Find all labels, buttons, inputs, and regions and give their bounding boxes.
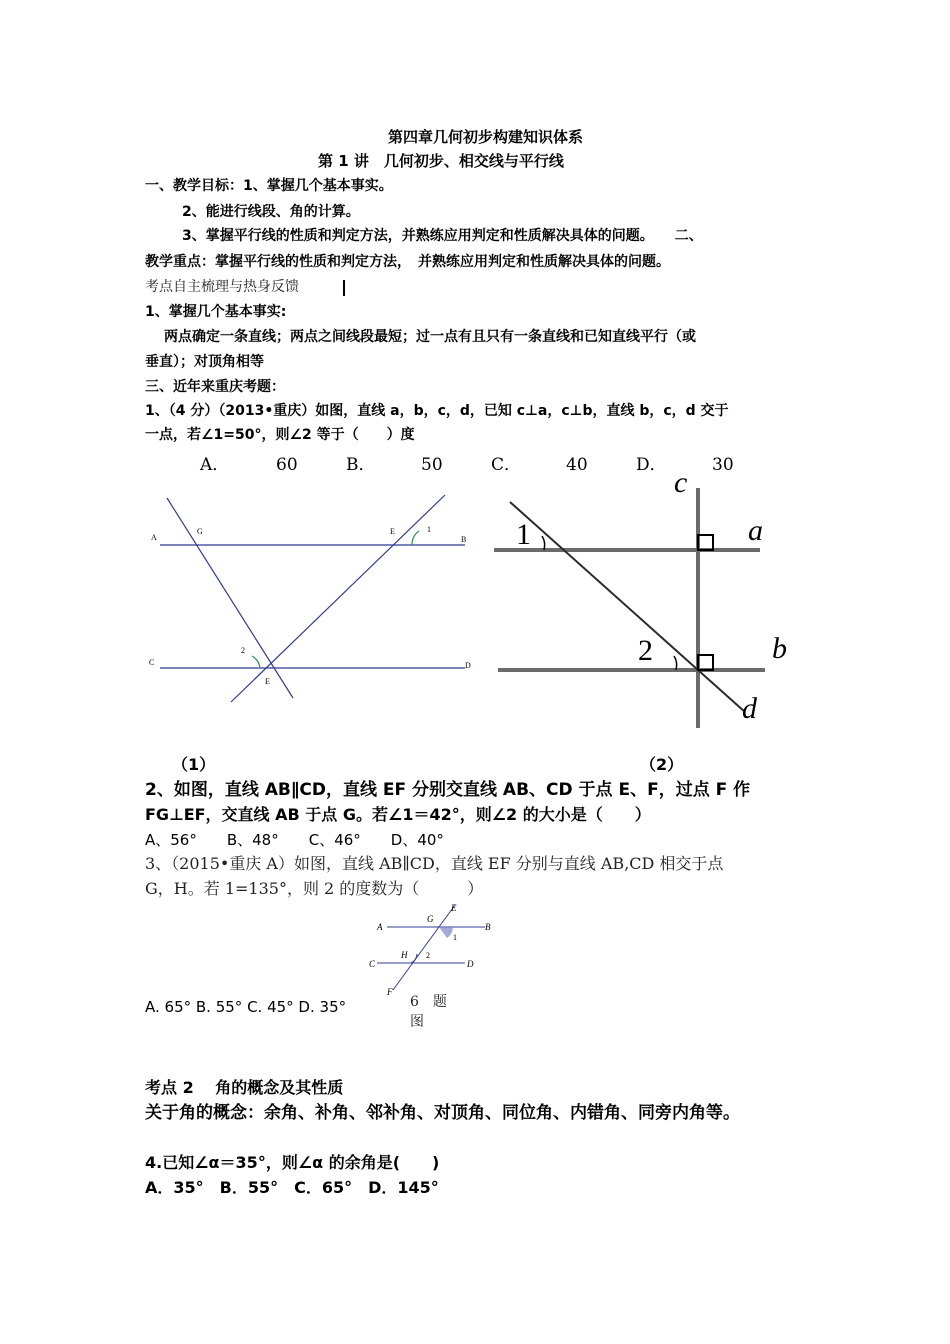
objectives-line-3: 3、掌握平行线的性质和判定方法，并熟练应用判定和性质解决具体的问题。 二、 <box>182 228 703 244</box>
objectives-line-4: 教学重点：掌握平行线的性质和判定方法， 并熟练应用判定和性质解决具体的问题。 <box>145 254 670 270</box>
q1-line-1: 1、（4 分）（2013•重庆）如图，直线 a，b，c，d，已知 c⊥a，c⊥b，直线 b，c，d 交于 <box>145 403 729 419</box>
q2-line-2: FG⊥EF，交直线 AB 于点 G。若∠1＝42°，则∠2 的大小是（ ） <box>145 805 651 824</box>
q4-line-1: 4.已知∠α＝35°，则∠α 的余角是( ) <box>145 1153 440 1172</box>
label-c: c <box>674 466 688 499</box>
figure-2 <box>480 466 820 730</box>
figure-1-caption: （1） <box>172 755 216 774</box>
label-A: A <box>377 922 383 932</box>
facts-line-2: 垂直）；对顶角相等 <box>145 354 264 370</box>
label-C: C <box>149 658 155 667</box>
review-heading: 考点自主梳理与热身反馈 <box>145 279 299 295</box>
label-E-top: E <box>390 527 395 536</box>
q4-options: A．35° B．55° C．65° D．145° <box>145 1178 439 1197</box>
angle-1-arc <box>412 531 419 545</box>
section-3-heading: 三、近年来重庆考题： <box>145 379 285 395</box>
q1-option-b-value: 50 <box>421 455 443 475</box>
angle-2-arc <box>674 656 677 670</box>
label-G: G <box>427 914 434 924</box>
label-2: 2 <box>638 634 653 667</box>
q3-options: A. 65° B. 55° C. 45° D. 35° <box>145 998 347 1016</box>
label-H: H <box>401 950 408 960</box>
label-E: E <box>451 903 457 913</box>
label-1: 1 <box>453 933 457 942</box>
label-F: F <box>387 987 393 997</box>
label-b: b <box>772 632 787 665</box>
q2-line-1: 2、如图，直线 AB∥CD，直线 EF 分别交直线 AB、CD 于点 E、F，过点 F 作 <box>145 780 751 800</box>
q1-option-c-value: 40 <box>566 455 588 475</box>
q3-line-2: G，H。若 1=135°，则 2 的度数为（ ） <box>145 879 484 898</box>
label-2: 2 <box>426 951 430 960</box>
text-cursor <box>343 280 345 296</box>
kp2-concept: 关于角的概念：余角、补角、邻补角、对顶角、同位角、内错角、同旁内角等。 <box>145 1103 740 1123</box>
label-D: D <box>465 661 471 670</box>
q1-option-c-letter: C． <box>491 455 522 475</box>
figure-1 <box>145 490 485 700</box>
facts-line-1: 两点确定一条直线；两点之间线段最短；过一点有且只有一条直线和已知直线平行（或 <box>164 329 696 345</box>
objectives-line-2: 2、能进行线段、角的计算。 <box>182 204 360 220</box>
label-D: D <box>467 959 474 969</box>
kp2-heading: 考点 2 角的概念及其性质 <box>145 1078 344 1097</box>
label-G: G <box>197 527 203 536</box>
label-1: 1 <box>427 525 431 534</box>
label-C: C <box>369 959 376 969</box>
right-angle-mark-a <box>698 535 713 550</box>
q3-figure-caption-2: 图 <box>410 1014 424 1030</box>
figure-2-caption: （2） <box>640 755 684 774</box>
facts-heading: 1、掌握几个基本事实: <box>145 304 287 320</box>
q1-option-a-letter: A． <box>200 455 230 475</box>
q2-options: A、56° B、48° C、46° D、40° <box>145 831 444 849</box>
label-1: 1 <box>516 518 531 551</box>
line-d <box>510 502 745 712</box>
lecture-subtitle: 第 1 讲 几何初步、相交线与平行线 <box>318 152 564 170</box>
label-E-bottom: E <box>265 677 270 686</box>
q3-line-1: 3、（2015•重庆 A）如图，直线 AB∥CD，直线 EF 分别与直线 AB,CD 相交于点 <box>145 854 724 873</box>
transversal-ee <box>231 495 445 702</box>
label-B: B <box>485 922 491 932</box>
transversal-ef <box>393 905 455 990</box>
label-d: d <box>742 692 757 725</box>
q1-line-2: 一点，若∠1=50°，则∠2 等于（ ）度 <box>145 427 415 443</box>
q1-option-b-letter: B． <box>346 455 376 475</box>
q1-option-d-value: 30 <box>712 455 734 475</box>
label-2: 2 <box>241 646 245 655</box>
q1-option-d-letter: D． <box>636 455 667 475</box>
document-title: 第四章几何初步构建知识体系 <box>388 128 584 146</box>
q1-option-a-value: 60 <box>276 455 298 475</box>
angle-2-arc <box>252 656 260 668</box>
right-angle-mark-b <box>698 655 713 670</box>
q3-figure-caption-1: 6 题 <box>410 994 447 1010</box>
label-a: a <box>748 514 763 547</box>
objectives-line-1: 一、教学目标：1、掌握几个基本事实。 <box>145 178 393 194</box>
label-B: B <box>461 535 467 544</box>
angle-1-shade <box>439 927 453 938</box>
label-A: A <box>151 533 157 542</box>
angle-1-arc <box>542 536 545 550</box>
angle-2-arc <box>411 954 417 963</box>
